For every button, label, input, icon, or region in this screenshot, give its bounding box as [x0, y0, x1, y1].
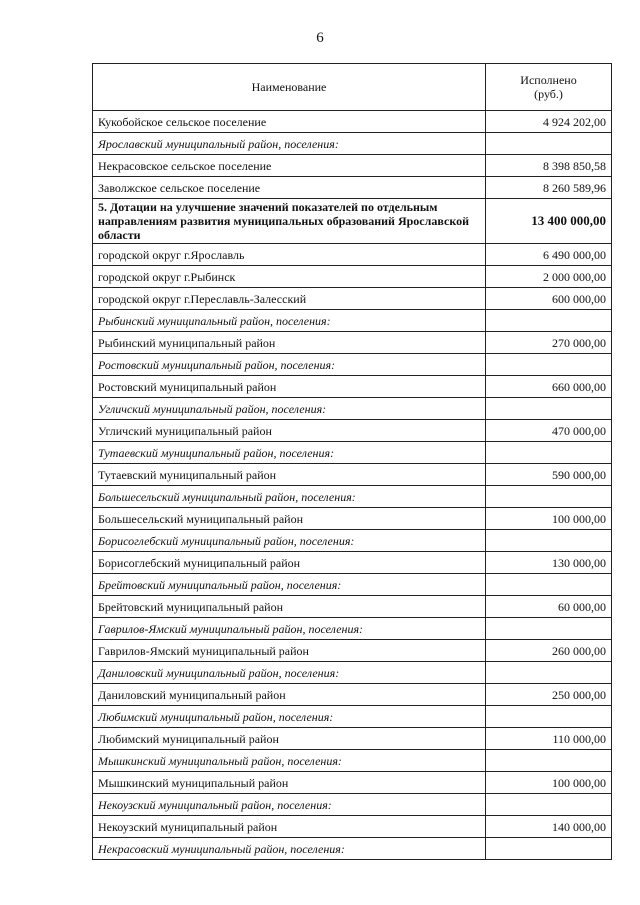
table-row: [93, 310, 612, 332]
row-amount: [486, 662, 612, 684]
table-row: [93, 398, 612, 420]
table-row: [93, 376, 612, 398]
row-name: Гаврилов-Ямский муниципальный район: [93, 640, 486, 662]
row-name: Ростовский муниципальный район: [93, 376, 486, 398]
row-amount: [486, 398, 612, 420]
row-name: Некрасовское сельское поселение: [93, 155, 486, 177]
row-amount: 110 000,00: [486, 728, 612, 750]
row-name: Любимский муниципальный район: [93, 728, 486, 750]
row-amount: 13 400 000,00: [486, 199, 612, 244]
table-row: [93, 816, 612, 838]
row-amount: [486, 310, 612, 332]
row-name: Заволжское сельское поселение: [93, 177, 486, 199]
table-row: [93, 574, 612, 596]
table-row: [93, 794, 612, 816]
row-name: 5. Дотации на улучшение значений показателей по отдельным направлениям развития муниципальных образований Ярославской области: [93, 199, 486, 244]
table-row: [93, 640, 612, 662]
row-name: Даниловский муниципальный район, поселения:: [93, 662, 486, 684]
row-amount: 60 000,00: [486, 596, 612, 618]
table-row: [93, 750, 612, 772]
row-amount: 8 260 589,96: [486, 177, 612, 199]
row-name: Ярославский муниципальный район, поселения:: [93, 133, 486, 155]
row-amount: 590 000,00: [486, 464, 612, 486]
table-row: [93, 288, 612, 310]
table-row: [93, 596, 612, 618]
row-name: Борисоглебский муниципальный район: [93, 552, 486, 574]
row-amount: 8 398 850,58: [486, 155, 612, 177]
row-amount: [486, 618, 612, 640]
row-name: Тутаевский муниципальный район: [93, 464, 486, 486]
row-name: Брейтовский муниципальный район: [93, 596, 486, 618]
row-amount: 270 000,00: [486, 332, 612, 354]
row-name: Кукобойское сельское поселение: [93, 111, 486, 133]
table-row: [93, 772, 612, 794]
row-name: Мышкинский муниципальный район: [93, 772, 486, 794]
row-amount: [486, 354, 612, 376]
row-name: Гаврилов-Ямский муниципальный район, поселения:: [93, 618, 486, 640]
row-amount: [486, 838, 612, 860]
table-row: [93, 706, 612, 728]
table-row: [93, 266, 612, 288]
row-name: Брейтовский муниципальный район, поселения:: [93, 574, 486, 596]
table-row: [93, 530, 612, 552]
row-name: Некоузский муниципальный район: [93, 816, 486, 838]
table-row: [93, 684, 612, 706]
row-name: Мышкинский муниципальный район, поселения:: [93, 750, 486, 772]
row-amount: 130 000,00: [486, 552, 612, 574]
row-name: городской округ г.Переславль-Залесский: [93, 288, 486, 310]
row-name: Большесельский муниципальный район: [93, 508, 486, 530]
row-name: Некоузский муниципальный район, поселения:: [93, 794, 486, 816]
row-name: Некрасовский муниципальный район, поселения:: [93, 838, 486, 860]
name-column-header: [93, 64, 486, 111]
row-amount: 140 000,00: [486, 816, 612, 838]
table-row: [93, 728, 612, 750]
page-number: 6: [316, 30, 324, 46]
table-row: [93, 508, 612, 530]
row-amount: [486, 574, 612, 596]
amount-column-header-line2: (руб.): [534, 87, 563, 101]
table-row: [93, 199, 612, 244]
row-amount: 260 000,00: [486, 640, 612, 662]
table-row: [93, 486, 612, 508]
row-amount: 470 000,00: [486, 420, 612, 442]
table-row: [93, 155, 612, 177]
row-amount: [486, 442, 612, 464]
table-row: [93, 838, 612, 860]
row-name: Борисоглебский муниципальный район, поселения:: [93, 530, 486, 552]
row-name: Угличский муниципальный район: [93, 420, 486, 442]
row-name: Большесельский муниципальный район, поселения:: [93, 486, 486, 508]
amount-column-header-line1: Исполнено: [520, 73, 577, 87]
row-name: городской округ г.Ярославль: [93, 244, 486, 266]
row-amount: 250 000,00: [486, 684, 612, 706]
budget-table: [92, 63, 612, 860]
row-name: Рыбинский муниципальный район, поселения:: [93, 310, 486, 332]
row-name: городской округ г.Рыбинск: [93, 266, 486, 288]
row-name: Ростовский муниципальный район, поселения:: [93, 354, 486, 376]
row-amount: [486, 794, 612, 816]
table-row: [93, 111, 612, 133]
row-name: Тутаевский муниципальный район, поселения:: [93, 442, 486, 464]
row-amount: [486, 750, 612, 772]
row-amount: [486, 133, 612, 155]
table-row: [93, 332, 612, 354]
row-name: Любимский муниципальный район, поселения:: [93, 706, 486, 728]
row-amount: [486, 486, 612, 508]
table-row: [93, 244, 612, 266]
name-column-header-label: Наименование: [251, 80, 327, 94]
row-name: Даниловский муниципальный район: [93, 684, 486, 706]
table-row: [93, 552, 612, 574]
row-name: Рыбинский муниципальный район: [93, 332, 486, 354]
table-row: [93, 133, 612, 155]
row-amount: 100 000,00: [486, 508, 612, 530]
row-amount: 6 490 000,00: [486, 244, 612, 266]
table-body: [93, 111, 612, 860]
table-row: [93, 354, 612, 376]
table-row: [93, 662, 612, 684]
table-header-row: [93, 64, 612, 111]
table-row: [93, 177, 612, 199]
table-row: [93, 442, 612, 464]
table-row: [93, 420, 612, 442]
table-row: [93, 618, 612, 640]
row-amount: 2 000 000,00: [486, 266, 612, 288]
row-amount: 100 000,00: [486, 772, 612, 794]
row-name: Угличский муниципальный район, поселения:: [93, 398, 486, 420]
table-row: [93, 464, 612, 486]
row-amount: 600 000,00: [486, 288, 612, 310]
row-amount: 4 924 202,00: [486, 111, 612, 133]
row-amount: 660 000,00: [486, 376, 612, 398]
row-amount: [486, 706, 612, 728]
amount-column-header: [486, 64, 612, 111]
row-amount: [486, 530, 612, 552]
